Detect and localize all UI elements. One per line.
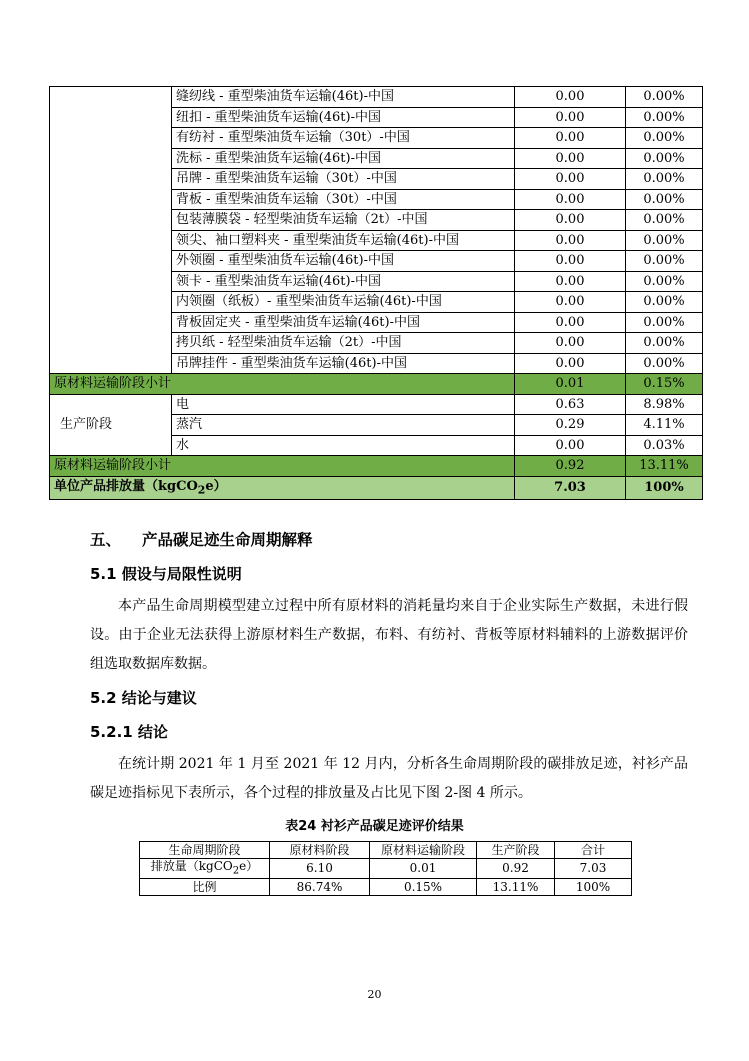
- result-ratio-row: [140, 879, 632, 896]
- value-cell: 86.74%: [270, 879, 370, 896]
- item-cell: 背板 - 重型柴油货车运输（30t）-中国: [172, 189, 515, 210]
- value-cell: 100%: [555, 879, 632, 896]
- item-cell: 蒸汽: [172, 415, 515, 436]
- result-emission-row: [140, 859, 632, 879]
- result-header-row: [140, 842, 632, 859]
- item-cell: 外领圈 - 重型柴油货车运输(46t)-中国: [172, 251, 515, 272]
- section-5-2-heading: 5.2 结论与建议: [90, 689, 197, 707]
- item-cell: 纽扣 - 重型柴油货车运输(46t)-中国: [172, 107, 515, 128]
- item-cell: 缝纫线 - 重型柴油货车运输(46t)-中国: [172, 87, 515, 108]
- percent-cell: 0.03%: [626, 435, 703, 456]
- header-cell: 生命周期阶段: [140, 842, 270, 859]
- header-cell: 合计: [555, 842, 632, 859]
- subtotal-percent: 0.15%: [626, 374, 703, 395]
- percent-cell: 0.00%: [626, 169, 703, 190]
- section-5-2-1-heading: 5.2.1 结论: [90, 723, 168, 741]
- value-cell: 0.29: [515, 415, 626, 436]
- item-cell: 领卡 - 重型柴油货车运输(46t)-中国: [172, 271, 515, 292]
- value-cell: 6.10: [270, 859, 370, 879]
- percent-cell: 0.00%: [626, 128, 703, 149]
- page-number: 20: [367, 988, 382, 1001]
- percent-cell: 0.00%: [626, 107, 703, 128]
- percent-cell: 0.00%: [626, 210, 703, 231]
- percent-cell: 0.00%: [626, 353, 703, 374]
- value-cell: 0.00: [515, 251, 626, 272]
- production-stage-cell: 生产阶段: [50, 394, 172, 456]
- item-cell: 拷贝纸 - 轻型柴油货车运输（2t）-中国: [172, 333, 515, 354]
- total-value: 7.03: [515, 476, 626, 500]
- percent-cell: 4.11%: [626, 415, 703, 436]
- header-cell: 生产阶段: [477, 842, 555, 859]
- item-cell: 背板固定夹 - 重型柴油货车运输(46t)-中国: [172, 312, 515, 333]
- percent-cell: 0.00%: [626, 87, 703, 108]
- header-cell: 原材料运输阶段: [370, 842, 477, 859]
- subtotal-value: 0.01: [515, 374, 626, 395]
- value-cell: 7.03: [555, 859, 632, 879]
- value-cell: 0.00: [515, 292, 626, 313]
- value-cell: 0.63: [515, 394, 626, 415]
- total-percent: 100%: [626, 476, 703, 500]
- item-cell: 包装薄膜袋 - 轻型柴油货车运输（2t）-中国: [172, 210, 515, 231]
- value-cell: 0.00: [515, 230, 626, 251]
- value-cell: 0.00: [515, 189, 626, 210]
- section-5-1-paragraph: [90, 592, 688, 679]
- paragraph-text: 本产品生命周期模型建立过程中所有原材料的消耗量均来自于企业实际生产数据，未进行假设。由于企业无法获得上游原材料生产数据，布料、有纺衬、背板等原材料辅料的上游数据评价组选取数据库数据。: [90, 598, 688, 672]
- transport-subtotal-row: [50, 374, 703, 395]
- item-cell: 水: [172, 435, 515, 456]
- value-cell: 0.01: [370, 859, 477, 879]
- value-cell: 0.00: [515, 87, 626, 108]
- value-cell: 0.00: [515, 353, 626, 374]
- table-24-caption: 表24 衬衫产品碳足迹评价结果: [285, 819, 464, 834]
- section-number: 五、: [90, 531, 122, 549]
- emission-breakdown-table: [49, 86, 703, 500]
- header-cell: 原材料阶段: [270, 842, 370, 859]
- carbon-footprint-result-table: [139, 841, 632, 896]
- percent-cell: 0.00%: [626, 312, 703, 333]
- value-cell: 0.00: [515, 169, 626, 190]
- section-5-1-heading: 5.1 假设与局限性说明: [90, 565, 242, 583]
- percent-cell: 0.00%: [626, 333, 703, 354]
- item-cell: 吊牌 - 重型柴油货车运输（30t）-中国: [172, 169, 515, 190]
- total-label: 单位产品排放量（kgCO$_2$e）: [50, 476, 515, 500]
- item-cell: 有纺衬 - 重型柴油货车运输（30t）-中国: [172, 128, 515, 149]
- section-title: 产品碳足迹生命周期解释: [142, 531, 313, 549]
- value-cell: 13.11%: [477, 879, 555, 896]
- row-label: 排放量（kgCO$_2$e）: [140, 859, 270, 879]
- percent-cell: 0.00%: [626, 292, 703, 313]
- value-cell: 0.00: [515, 435, 626, 456]
- subtotal-label: 原材料运输阶段小计: [50, 456, 515, 477]
- section-5-heading: [90, 528, 313, 550]
- item-cell: 内领圈（纸板）- 重型柴油货车运输(46t)-中国: [172, 292, 515, 313]
- subtotal-value: 0.92: [515, 456, 626, 477]
- table-row: [50, 87, 703, 108]
- value-cell: 0.00: [515, 107, 626, 128]
- value-cell: 0.00: [515, 312, 626, 333]
- value-cell: 0.00: [515, 148, 626, 169]
- table-row: [50, 394, 703, 415]
- subtotal-label: 原材料运输阶段小计: [50, 374, 515, 395]
- row-label: 比例: [140, 879, 270, 896]
- percent-cell: 0.00%: [626, 271, 703, 292]
- percent-cell: 0.00%: [626, 251, 703, 272]
- percent-cell: 0.00%: [626, 230, 703, 251]
- item-cell: 吊牌挂件 - 重型柴油货车运输(46t)-中国: [172, 353, 515, 374]
- item-cell: 领尖、袖口塑料夹 - 重型柴油货车运输(46t)-中国: [172, 230, 515, 251]
- percent-cell: 8.98%: [626, 394, 703, 415]
- total-row: [50, 476, 703, 500]
- value-cell: 0.00: [515, 128, 626, 149]
- section-5-2-1-paragraph: [90, 750, 688, 808]
- value-cell: 0.00: [515, 333, 626, 354]
- production-subtotal-row: [50, 456, 703, 477]
- subtotal-percent: 13.11%: [626, 456, 703, 477]
- value-cell: 0.92: [477, 859, 555, 879]
- item-cell: 电: [172, 394, 515, 415]
- transport-group-cell: [50, 87, 172, 374]
- percent-cell: 0.00%: [626, 189, 703, 210]
- paragraph-text: 在统计期 2021 年 1 月至 2021 年 12 月内，分析各生命周期阶段的碳排放足迹，衬衫产品碳足迹指标见下表所示，各个过程的排放量及占比见下图 2-图 4 所示。: [90, 756, 688, 801]
- value-cell: 0.00: [515, 271, 626, 292]
- percent-cell: 0.00%: [626, 148, 703, 169]
- item-cell: 洗标 - 重型柴油货车运输(46t)-中国: [172, 148, 515, 169]
- value-cell: 0.15%: [370, 879, 477, 896]
- value-cell: 0.00: [515, 210, 626, 231]
